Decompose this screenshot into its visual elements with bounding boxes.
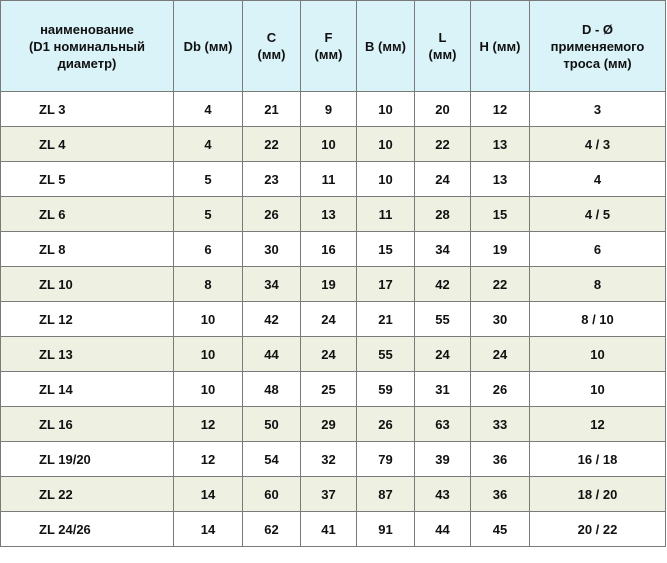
cell-name: ZL 13 bbox=[1, 337, 174, 372]
cell-h: 19 bbox=[471, 232, 530, 267]
column-header-line: (мм) bbox=[257, 47, 286, 62]
cell-f: 24 bbox=[301, 337, 357, 372]
cell-l: 44 bbox=[415, 512, 471, 547]
column-header-l bbox=[415, 1, 471, 92]
cell-f: 37 bbox=[301, 477, 357, 512]
cell-d: 6 bbox=[530, 232, 666, 267]
column-header-line: применяемого bbox=[550, 38, 645, 54]
table-body bbox=[1, 92, 666, 547]
cell-l: 42 bbox=[415, 267, 471, 302]
cell-f: 19 bbox=[301, 267, 357, 302]
table-row bbox=[1, 337, 666, 372]
cell-b: 10 bbox=[357, 162, 415, 197]
cell-b: 26 bbox=[357, 407, 415, 442]
cell-h: 36 bbox=[471, 442, 530, 477]
cell-d: 16 / 18 bbox=[530, 442, 666, 477]
cell-name: ZL 16 bbox=[1, 407, 174, 442]
cell-name: ZL 19/20 bbox=[1, 442, 174, 477]
cell-db: 4 bbox=[174, 127, 243, 162]
cell-c: 50 bbox=[243, 407, 301, 442]
cell-c: 48 bbox=[243, 372, 301, 407]
column-header-line: B (мм) bbox=[365, 38, 406, 54]
column-header-line: троса (мм) bbox=[563, 55, 632, 71]
cell-db: 14 bbox=[174, 477, 243, 512]
table-row bbox=[1, 127, 666, 162]
cell-h: 13 bbox=[471, 162, 530, 197]
cell-h: 30 bbox=[471, 302, 530, 337]
cell-c: 23 bbox=[243, 162, 301, 197]
table-row bbox=[1, 92, 666, 127]
column-header-name bbox=[1, 1, 174, 92]
cell-d: 10 bbox=[530, 337, 666, 372]
cell-b: 10 bbox=[357, 127, 415, 162]
cell-c: 42 bbox=[243, 302, 301, 337]
cell-c: 34 bbox=[243, 267, 301, 302]
cell-c: 44 bbox=[243, 337, 301, 372]
cell-name: ZL 6 bbox=[1, 197, 174, 232]
cell-f: 9 bbox=[301, 92, 357, 127]
cell-c: 21 bbox=[243, 92, 301, 127]
cell-l: 39 bbox=[415, 442, 471, 477]
column-header-db bbox=[174, 1, 243, 92]
cell-db: 5 bbox=[174, 162, 243, 197]
cell-name: ZL 24/26 bbox=[1, 512, 174, 547]
cell-f: 25 bbox=[301, 372, 357, 407]
cell-b: 11 bbox=[357, 197, 415, 232]
cell-l: 34 bbox=[415, 232, 471, 267]
cell-h: 36 bbox=[471, 477, 530, 512]
cell-h: 12 bbox=[471, 92, 530, 127]
cell-name: ZL 14 bbox=[1, 372, 174, 407]
cell-h: 13 bbox=[471, 127, 530, 162]
cell-l: 20 bbox=[415, 92, 471, 127]
column-header-line: Db (мм) bbox=[183, 38, 233, 54]
cell-b: 15 bbox=[357, 232, 415, 267]
cell-f: 41 bbox=[301, 512, 357, 547]
cell-b: 10 bbox=[357, 92, 415, 127]
cell-name: ZL 8 bbox=[1, 232, 174, 267]
cell-f: 10 bbox=[301, 127, 357, 162]
cell-d: 10 bbox=[530, 372, 666, 407]
cell-l: 28 bbox=[415, 197, 471, 232]
cell-l: 55 bbox=[415, 302, 471, 337]
column-header-line: F bbox=[324, 30, 333, 45]
cell-name: ZL 12 bbox=[1, 302, 174, 337]
cell-h: 24 bbox=[471, 337, 530, 372]
table-row bbox=[1, 162, 666, 197]
cell-c: 30 bbox=[243, 232, 301, 267]
cell-h: 26 bbox=[471, 372, 530, 407]
cell-b: 87 bbox=[357, 477, 415, 512]
cell-db: 6 bbox=[174, 232, 243, 267]
cell-l: 31 bbox=[415, 372, 471, 407]
cell-d: 8 / 10 bbox=[530, 302, 666, 337]
column-header-line: (D1 номинальный bbox=[28, 38, 146, 54]
cell-l: 22 bbox=[415, 127, 471, 162]
table-row bbox=[1, 197, 666, 232]
cell-name: ZL 22 bbox=[1, 477, 174, 512]
cell-c: 62 bbox=[243, 512, 301, 547]
cell-c: 22 bbox=[243, 127, 301, 162]
header-row bbox=[1, 1, 666, 92]
column-header-line: (мм) bbox=[428, 47, 457, 62]
cell-d: 20 / 22 bbox=[530, 512, 666, 547]
column-header-d bbox=[530, 1, 666, 92]
cell-db: 10 bbox=[174, 302, 243, 337]
column-header-line: H (мм) bbox=[479, 38, 521, 54]
cell-f: 32 bbox=[301, 442, 357, 477]
cell-d: 4 bbox=[530, 162, 666, 197]
cell-c: 60 bbox=[243, 477, 301, 512]
cell-f: 29 bbox=[301, 407, 357, 442]
cell-f: 13 bbox=[301, 197, 357, 232]
cell-h: 22 bbox=[471, 267, 530, 302]
cell-l: 63 bbox=[415, 407, 471, 442]
column-header-line: D - Ø bbox=[581, 21, 614, 37]
cell-c: 54 bbox=[243, 442, 301, 477]
cell-name: ZL 10 bbox=[1, 267, 174, 302]
table-row bbox=[1, 302, 666, 337]
cell-l: 43 bbox=[415, 477, 471, 512]
cell-b: 21 bbox=[357, 302, 415, 337]
table-row bbox=[1, 442, 666, 477]
column-header-line: наименование bbox=[40, 21, 134, 37]
column-header-line: диаметр) bbox=[57, 55, 117, 71]
cell-d: 18 / 20 bbox=[530, 477, 666, 512]
column-header-f bbox=[301, 1, 357, 92]
cell-b: 79 bbox=[357, 442, 415, 477]
cell-d: 12 bbox=[530, 407, 666, 442]
column-header-b bbox=[357, 1, 415, 92]
cell-l: 24 bbox=[415, 162, 471, 197]
cell-name: ZL 4 bbox=[1, 127, 174, 162]
cell-db: 14 bbox=[174, 512, 243, 547]
column-header-line: (мм) bbox=[314, 47, 343, 62]
table-row bbox=[1, 512, 666, 547]
cell-name: ZL 5 bbox=[1, 162, 174, 197]
cell-l: 24 bbox=[415, 337, 471, 372]
table-row bbox=[1, 477, 666, 512]
cell-b: 91 bbox=[357, 512, 415, 547]
cell-d: 8 bbox=[530, 267, 666, 302]
cell-h: 45 bbox=[471, 512, 530, 547]
cell-db: 5 bbox=[174, 197, 243, 232]
column-header-line: C bbox=[266, 30, 277, 45]
cell-b: 55 bbox=[357, 337, 415, 372]
cell-db: 4 bbox=[174, 92, 243, 127]
table-row bbox=[1, 372, 666, 407]
table-row bbox=[1, 232, 666, 267]
cell-d: 3 bbox=[530, 92, 666, 127]
cell-b: 17 bbox=[357, 267, 415, 302]
cell-c: 26 bbox=[243, 197, 301, 232]
cell-db: 8 bbox=[174, 267, 243, 302]
cell-b: 59 bbox=[357, 372, 415, 407]
table-header bbox=[1, 1, 666, 92]
cell-db: 10 bbox=[174, 337, 243, 372]
cell-name: ZL 3 bbox=[1, 92, 174, 127]
column-header-h bbox=[471, 1, 530, 92]
cell-f: 11 bbox=[301, 162, 357, 197]
cell-h: 15 bbox=[471, 197, 530, 232]
column-header-line: L bbox=[438, 30, 447, 45]
column-header-c bbox=[243, 1, 301, 92]
cell-d: 4 / 5 bbox=[530, 197, 666, 232]
table-row bbox=[1, 267, 666, 302]
cell-db: 10 bbox=[174, 372, 243, 407]
cell-f: 24 bbox=[301, 302, 357, 337]
cell-db: 12 bbox=[174, 407, 243, 442]
cell-f: 16 bbox=[301, 232, 357, 267]
cell-h: 33 bbox=[471, 407, 530, 442]
table-row bbox=[1, 407, 666, 442]
cell-d: 4 / 3 bbox=[530, 127, 666, 162]
cell-db: 12 bbox=[174, 442, 243, 477]
